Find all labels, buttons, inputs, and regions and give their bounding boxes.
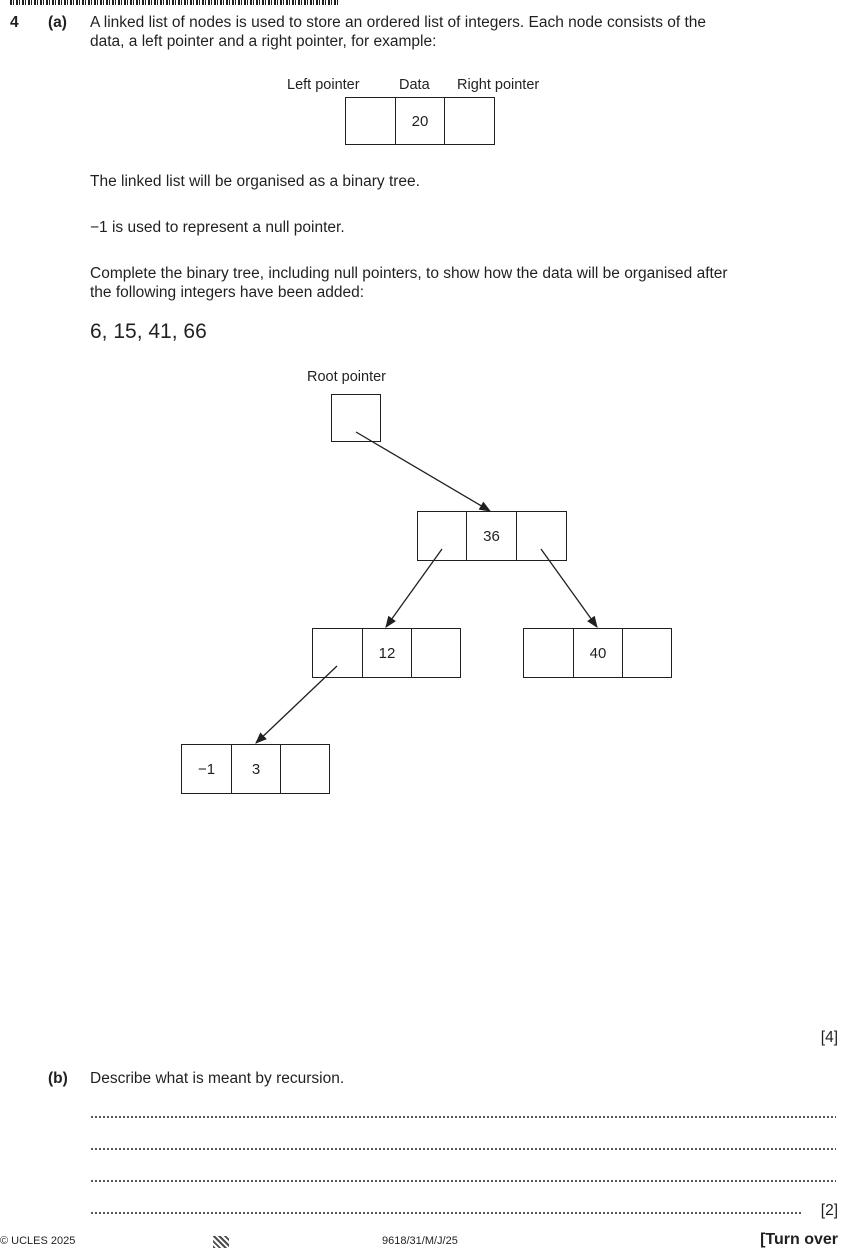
qr-code: [213, 1236, 229, 1248]
part-a-intro-line2: data, a left pointer and a right pointer, for example:: [90, 33, 437, 50]
answer-line-3[interactable]: [90, 1180, 836, 1182]
example-header-left: Left pointer: [287, 77, 360, 93]
part-a-label: (a): [48, 14, 67, 31]
node-3-data-value: 3: [251, 760, 261, 778]
example-header-right: Right pointer: [457, 77, 540, 93]
root-pointer-label: Root pointer: [307, 369, 386, 385]
answer-line-4[interactable]: [90, 1212, 802, 1214]
part-b-label: (b): [48, 1070, 68, 1087]
footer-turn-over: [Turn over: [760, 1231, 838, 1248]
example-data-value: 20: [411, 112, 429, 130]
instruction-line1: Complete the binary tree, including null pointers, to show how the data will be organised after: [90, 265, 728, 282]
node-3-left-value: −1: [197, 760, 216, 778]
arrow-root-to-36: [356, 432, 490, 511]
node-36-data-value: 36: [483, 527, 500, 545]
answer-line-2[interactable]: [90, 1148, 836, 1150]
part-b-marks: [2]: [820, 1202, 838, 1219]
arrow-36-to-12: [386, 549, 442, 627]
part-b-prompt: Describe what is meant by recursion.: [90, 1070, 345, 1087]
footer-copyright: © UCLES 2025: [0, 1235, 76, 1247]
footer-paper-code: 9618/31/M/J/25: [382, 1235, 458, 1247]
instruction-line2: the following integers have been added:: [90, 284, 365, 301]
node-40-data-value: 40: [589, 644, 607, 662]
binary-tree-statement: The linked list will be organised as a binary tree.: [90, 173, 420, 190]
node-12-data-value: 12: [378, 644, 396, 662]
answer-line-1[interactable]: [90, 1116, 836, 1118]
arrow-36-to-40: [541, 549, 597, 627]
part-a-marks: [4]: [820, 1029, 838, 1046]
part-a-intro-line1: A linked list of nodes is used to store an ordered list of integers. Each node consists of the: [90, 14, 707, 31]
null-pointer-statement: −1 is used to represent a null pointer.: [90, 219, 345, 236]
question-number: 4: [10, 14, 19, 31]
arrow-12-to-3: [256, 666, 337, 743]
example-header-data: Data: [399, 77, 430, 93]
integer-list: 6, 15, 41, 66: [90, 320, 207, 343]
